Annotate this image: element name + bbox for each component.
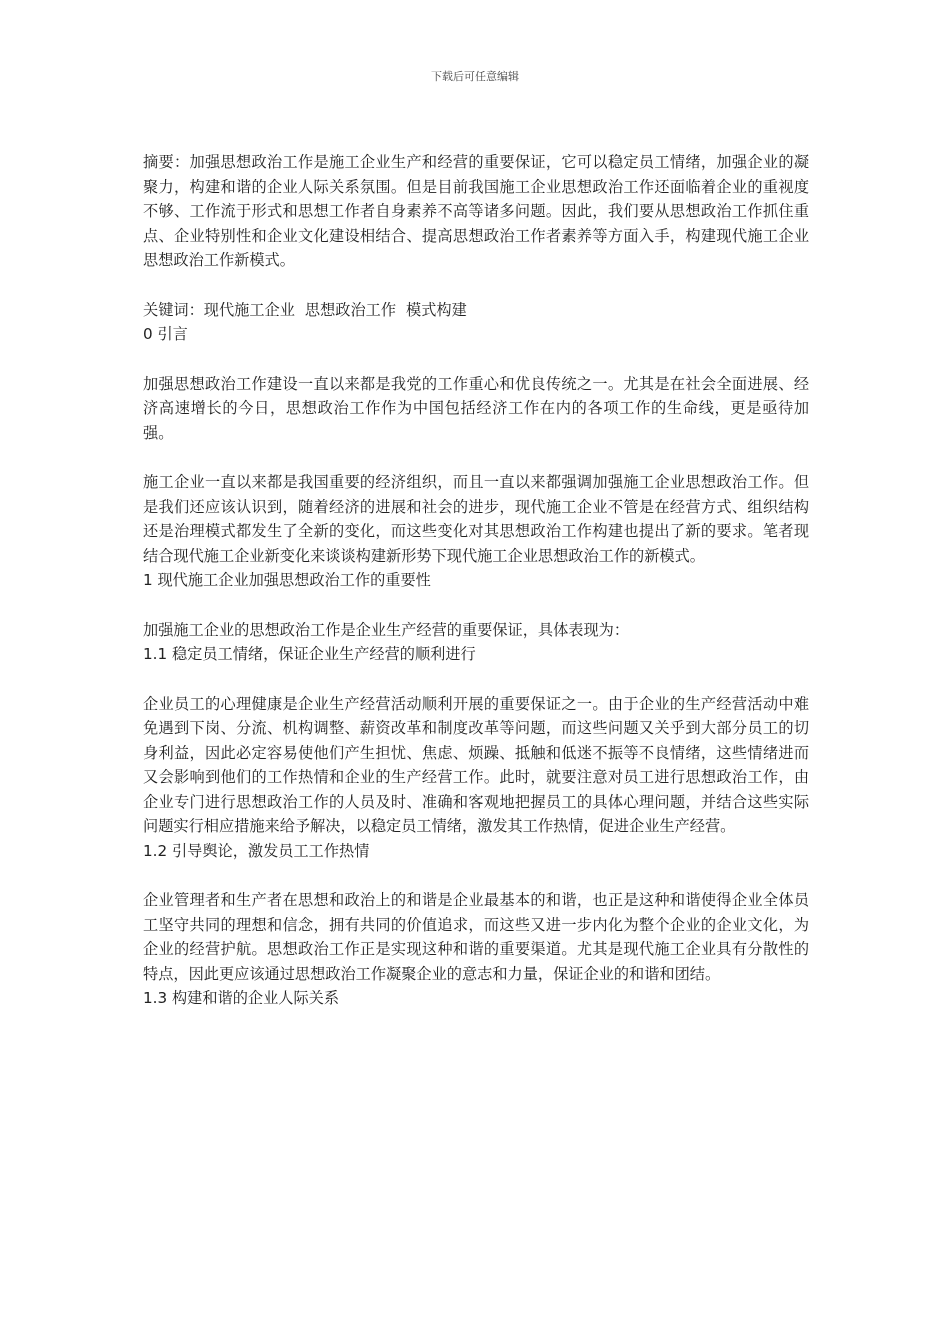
section-heading-1-1: 1.1 稳定员工情绪，保证企业生产经营的顺利进行 — [143, 645, 476, 663]
abstract-paragraph: 摘要：加强思想政治工作是施工企业生产和经营的重要保证，它可以稳定员工情绪，加强企业的凝聚力，构建和谐的企业人际关系氛围。但是目前我国施工企业思想政治工作还面临着企业的重视度不够、工作流于形式和思想工作者自身素养不高等诸多问题。因此，我们要从思想政治工作抓住重点、企业特别性和企业文化建设相结合、提高思想政治工作者素养等方面入手，构建现代施工企业思想政治工作新模式。 — [143, 153, 809, 269]
page-header-note: 下载后可任意编辑 — [431, 70, 519, 83]
section-heading-intro: 0 引言 — [143, 325, 188, 343]
section-heading-1-3: 1.3 构建和谐的企业人际关系 — [143, 989, 340, 1007]
body-paragraph: 企业员工的心理健康是企业生产经营活动顺利开展的重要保证之一。由于企业的生产经营活动中难免遇到下岗、分流、机构调整、薪资改革和制度改革等问题，而这些问题又关乎到大部分员工的切身利益，因此必定容易使他们产生担忧、焦虑、烦躁、抵触和低迷不振等不良情绪，这些情绪进而又会影响到他们的工作热情和企业的生产经营工作。此时，就要注意对员工进行思想政治工作，由企业专门进行思想政治工作的人员及时、准确和客观地把握员工的具体心理问题，并结合这些实际问题实行相应措施来给予解决，以稳定员工情绪，激发其工作热情，促进企业生产经营。 — [143, 694, 809, 835]
body-paragraph: 施工企业一直以来都是我国重要的经济组织，而且一直以来都强调加强施工企业思想政治工作。但是我们还应该认识到，随着经济的进展和社会的进步，现代施工企业不管是在经营方式、组织结构还是治理模式都发生了全新的变化，而这些变化对其思想政治工作构建也提出了新的要求。笔者现结合现代施工企业新变化来谈谈构建新形势下现代施工企业思想政治工作的新模式。 — [143, 473, 809, 565]
section-heading-1-2: 1.2 引导舆论，激发员工工作热情 — [143, 841, 370, 860]
section-heading-1: 1 现代施工企业加强思想政治工作的重要性 — [143, 571, 431, 589]
document-body — [143, 150, 809, 1011]
body-paragraph: 加强施工企业的思想政治工作是企业生产经营的重要保证，具体表现为： — [143, 620, 629, 639]
keywords-label: 关键词： — [143, 300, 204, 319]
keyword-term: 现代施工企业 — [203, 300, 295, 319]
keyword-term: 思想政治工作 — [304, 300, 396, 319]
keyword-term: 模式构建 — [406, 300, 467, 319]
body-paragraph: 加强思想政治工作建设一直以来都是我党的工作重心和优良传统之一。尤其是在社会全面进展、经济高速增长的今日，思想政治工作作为中国包括经济工作在内的各项工作的生命线，更是亟待加强。 — [143, 374, 809, 442]
keywords-line — [143, 298, 809, 323]
body-paragraph: 企业管理者和生产者在思想和政治上的和谐是企业最基本的和谐，也正是这种和谐使得企业全体员工坚守共同的理想和信念，拥有共同的价值追求，而这些又进一步内化为整个企业的企业文化，为企业的经营护航。思想政治工作正是实现这种和谐的重要渠道。尤其是现代施工企业具有分散性的特点，因此更应该通过思想政治工作凝聚企业的意志和力量，保证企业的和谐和团结。 — [143, 891, 809, 983]
